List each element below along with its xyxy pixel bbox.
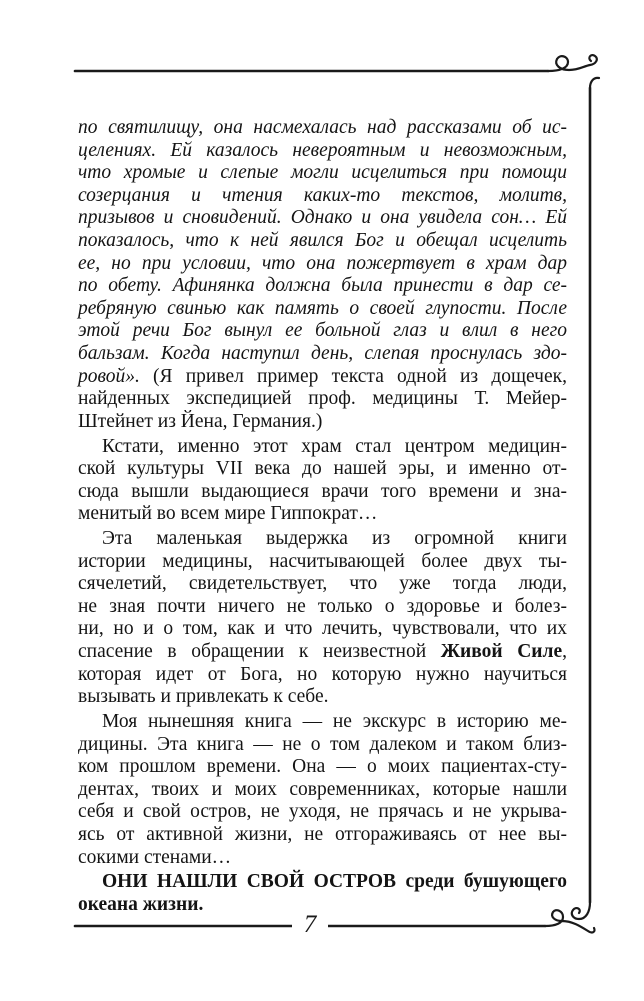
text-line: сячелетий, свидетельствует, что уже тогда люди,: [78, 573, 567, 595]
text-line: ком прошлом времени. Она — о моих пациентах-сту-: [78, 756, 567, 778]
bold-phrase: Живой Силе: [440, 641, 563, 663]
text-line: ни, но и о том, как и что лечить, чувствовали, что их: [78, 618, 567, 640]
text-line: найденных экспедицией проф. медицины Т. Мейер-: [78, 388, 567, 410]
text-line: сокими стенами…: [78, 846, 232, 868]
text-line: не зная почти ничего не только о здоровье и болез-: [78, 595, 567, 617]
text-line: [78, 366, 567, 389]
text-line: ОНИ НАШЛИ СВОЙ ОСТРОВ среди бушующего: [102, 871, 567, 893]
text-line: Кстати, именно этот храм стал центром медицин-: [102, 435, 567, 457]
text-line: дентах, твоих и моих современниках, которые нашли: [78, 778, 567, 800]
paragraph: [78, 436, 567, 526]
top-ornament: [548, 55, 597, 71]
text-line: вызывать и привлекать к себе.: [78, 686, 329, 708]
text-line: Эта маленькая выдержка из огромной книги: [102, 528, 567, 550]
text-line: ее, но при условии, что она пожертвует в храм дар: [78, 252, 567, 274]
text-line: ской культуры VII века до нашей эры, и именно от-: [78, 458, 567, 480]
text-line: по обету. Афинянка должна была принести в дар се-: [78, 275, 567, 297]
bottom-right-ornament: [572, 902, 590, 919]
text-line: дицины. Эта книга — не о том далеком и таком близ-: [78, 733, 567, 755]
text-segment: ,: [562, 641, 568, 663]
text-line: ясь от активной жизни, не отгораживаясь от нее вы-: [78, 823, 567, 845]
text-line: бальзам. Когда наступил день, слепая проснулась здо-: [78, 342, 567, 364]
text-line: [78, 641, 567, 664]
text-line: ребряную свинью как память о своей глупости. После: [78, 297, 567, 319]
text-line: показалось, что к ней явился Бог и обещал исцелить: [78, 229, 567, 251]
text-segment: (Я привел пример текста одной из дощечек,: [153, 365, 567, 387]
text-line: себя и свой остров, не уходя, не прячась и не укрыва-: [78, 801, 567, 823]
body-text: [78, 117, 567, 917]
text-line: призывов и сновидений. Однако и она увидела сон… Ей: [78, 207, 567, 229]
text-line: сюда вышли выдающиеся врачи того времени и зна-: [78, 480, 567, 502]
paragraph: [78, 528, 567, 709]
text-line: Штейнет из Йена, Германия.): [78, 410, 323, 432]
text-segment: спасение в обращении к неизвестной: [78, 641, 427, 663]
text-line: Моя нынешняя книга — не экскурс в историю ме-: [102, 711, 567, 732]
text-line: которая идет от Бога, но которую нужно научиться: [78, 663, 567, 685]
text-line: по святилищу, она насмехалась над рассказами об ис-: [78, 117, 567, 138]
text-line: созерцания и чтения каких-то текстов, молитв,: [78, 184, 567, 206]
text-line: менитый во всем мире Гиппократ…: [78, 503, 378, 525]
text-line: что хромые и слепые могли исцелиться при помощи: [78, 162, 567, 184]
paragraph: [78, 711, 567, 869]
text-line: этой речи Бог вынул ее больной глаз и влил в него: [78, 320, 567, 342]
right-ornament-top: [590, 78, 599, 88]
paragraph: [78, 117, 567, 433]
text-line: целениях. Ей казалось невероятным и невозможным,: [78, 139, 567, 161]
text-line: истории медицины, насчитывающей более двух ты-: [78, 550, 567, 572]
text-line: океана жизни.: [78, 893, 204, 915]
quote-end-segment: ровой».: [78, 365, 140, 387]
page-number: 7: [292, 910, 328, 940]
